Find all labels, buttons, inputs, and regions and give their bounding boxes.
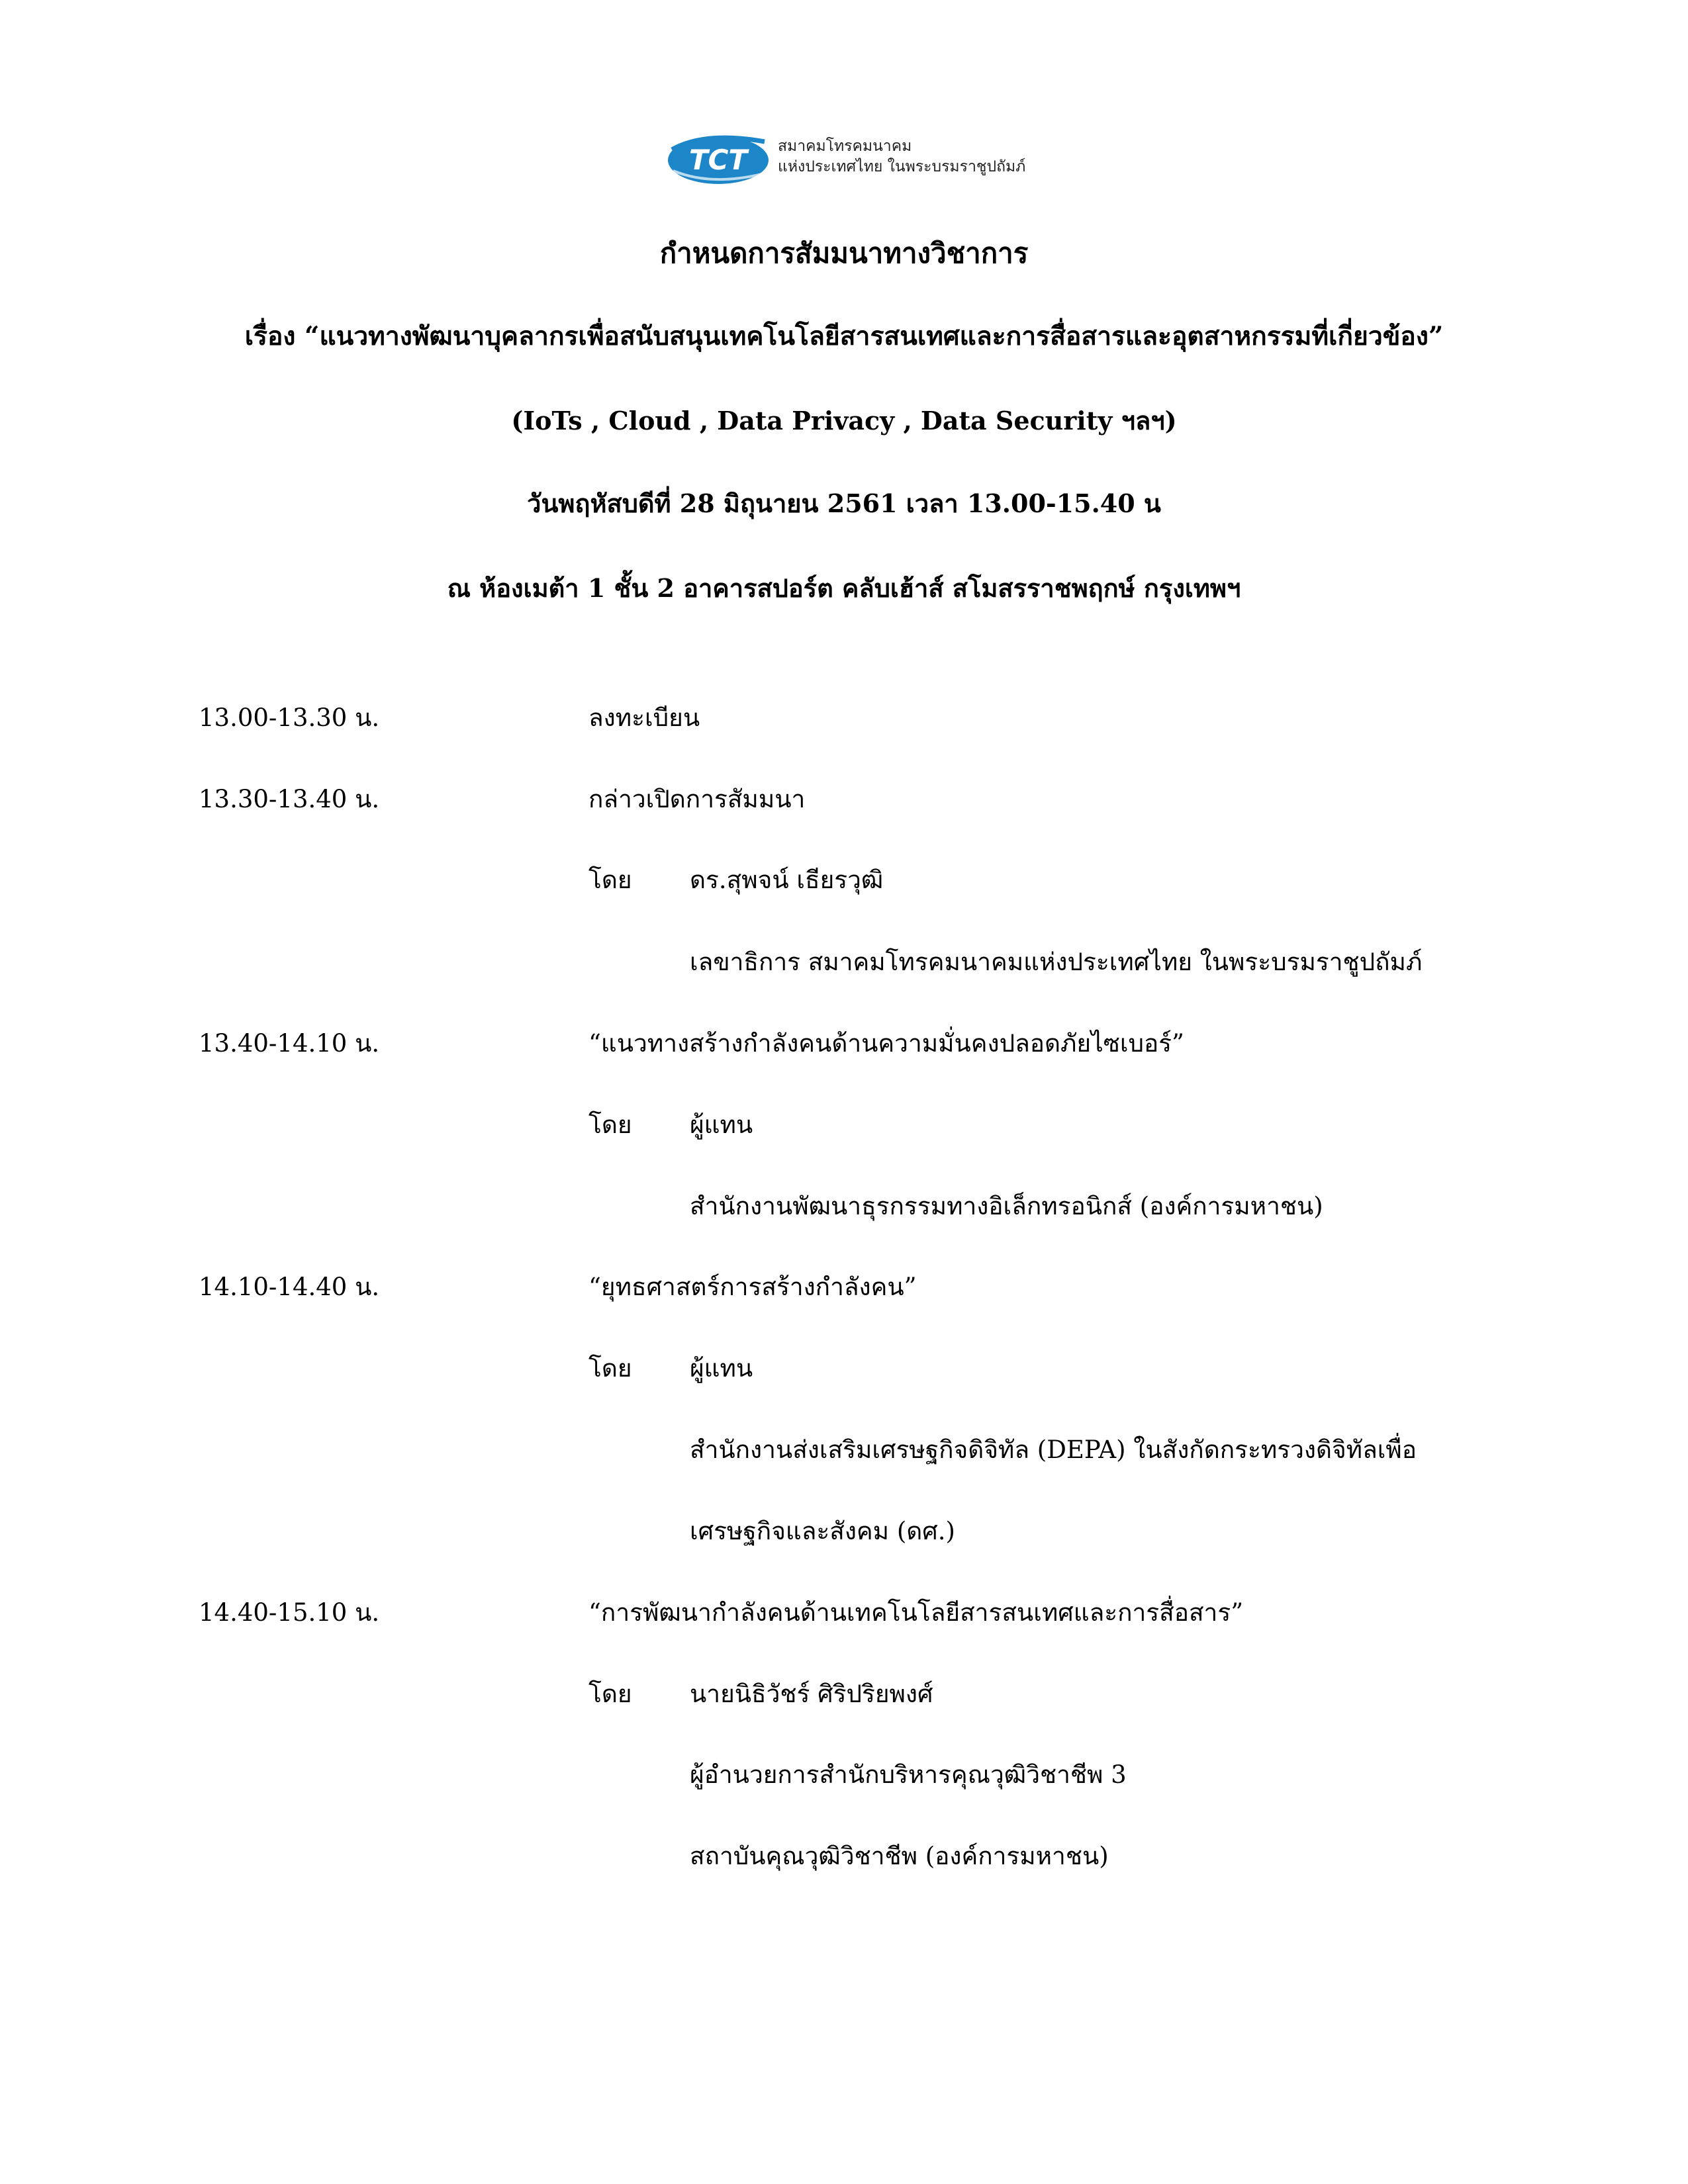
speaker-detail: สำนักงานพัฒนาธุรกรรมทางอิเล็กทรอนิกส์ (องค์การมหาชน) bbox=[690, 1192, 1323, 1220]
logo-text bbox=[778, 136, 1025, 177]
by-label: โดย bbox=[588, 866, 632, 894]
speaker-name: ดร.สุพจน์ เธียรวุฒิ bbox=[690, 866, 884, 894]
by-label: โดย bbox=[588, 1111, 632, 1139]
schedule-activity: “แนวทางสร้างกำลังคนด้านความมั่นคงปลอดภัยไซเบอร์” bbox=[588, 1029, 1184, 1058]
by-label: โดย bbox=[588, 1354, 632, 1383]
seminar-venue: ณ ห้องเมต้า 1 ชั้น 2 อาคารสปอร์ต คลับเฮ้าส์ สโมสรราชพฤกษ์ กรุงเทพฯ bbox=[447, 573, 1241, 603]
logo-line-2: แห่งประเทศไทย ในพระบรมราชูปถัมภ์ bbox=[778, 158, 1026, 175]
seminar-date: วันพฤหัสบดีที่ 28 มิถุนายน 2561 เวลา 13.00-15.40 น bbox=[527, 488, 1161, 518]
page-title: กำหนดการสัมมนาทางวิชาการ bbox=[659, 237, 1029, 269]
by-label: โดย bbox=[588, 1680, 632, 1708]
schedule-time: 14.10-14.40 น. bbox=[199, 1273, 380, 1301]
schedule-activity: “ยุทธศาสตร์การสร้างกำลังคน” bbox=[588, 1273, 917, 1301]
speaker-name: ผู้แทน bbox=[690, 1111, 753, 1139]
speaker-name: ผู้แทน bbox=[690, 1354, 753, 1383]
seminar-subject: เรื่อง “แนวทางพัฒนาบุคลากรเพื่อสนับสนุนเทคโนโลยีสารสนเทศและการสื่อสารและอุตสาหกรรมที่เกี่ยวข้อง” bbox=[244, 321, 1444, 351]
logo-line-1: สมาคมโทรคมนาคม bbox=[778, 138, 912, 155]
speaker-name: นายนิธิวัชร์ ศิริปริยพงศ์ bbox=[690, 1680, 933, 1708]
speaker-detail: เศรษฐกิจและสังคม (ดศ.) bbox=[690, 1517, 955, 1545]
speaker-detail: ผู้อำนวยการสำนักบริหารคุณวุฒิวิชาชีพ 3 bbox=[690, 1760, 1127, 1789]
seminar-topics: (IoTs , Cloud , Data Privacy , Data Security ฯลฯ) bbox=[511, 406, 1177, 435]
schedule-activity: ลงทะเบียน bbox=[588, 704, 700, 732]
schedule-activity: “การพัฒนากำลังคนด้านเทคโนโลยีสารสนเทศและการสื่อสาร” bbox=[588, 1598, 1244, 1627]
tct-logo-icon bbox=[665, 130, 771, 187]
speaker-detail: สำนักงานส่งเสริมเศรษฐกิจดิจิทัล (DEPA) ในสังกัดกระทรวงดิจิทัลเพื่อ bbox=[690, 1435, 1417, 1464]
schedule-time: 13.00-13.30 น. bbox=[199, 704, 380, 732]
logo-abbr: TCT bbox=[688, 144, 748, 176]
schedule-time: 14.40-15.10 น. bbox=[199, 1598, 380, 1627]
tct-logo bbox=[665, 130, 1089, 189]
speaker-detail: เลขาธิการ สมาคมโทรคมนาคมแห่งประเทศไทย ในพระบรมราชูปถัมภ์ bbox=[690, 948, 1423, 976]
schedule-activity: กล่าวเปิดการสัมมนา bbox=[588, 785, 806, 813]
schedule-time: 13.40-14.10 น. bbox=[199, 1029, 380, 1058]
speaker-detail: สถาบันคุณวุฒิวิชาชีพ (องค์การมหาชน) bbox=[690, 1842, 1109, 1870]
schedule-time: 13.30-13.40 น. bbox=[199, 785, 380, 813]
